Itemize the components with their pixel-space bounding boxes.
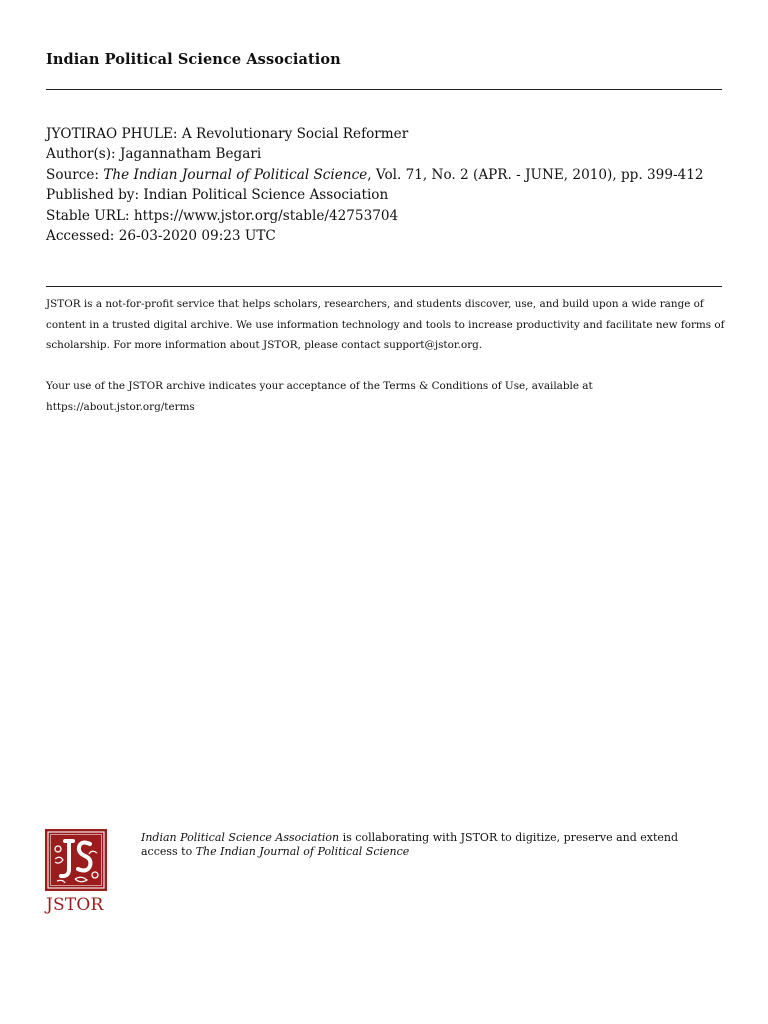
source-label: Source: [46,166,99,183]
article-metadata [46,124,726,246]
notice-paragraph-2: Your use of the JSTOR archive indicates your acceptance of the Terms & Conditions of Use, available at https://about.jstor.org/terms [46,380,593,413]
collab-journal: The Indian Journal of Political Science [195,845,410,858]
jstor-notice [46,294,726,418]
notice-paragraph-1: JSTOR is a not-for-profit service that helps scholars, researchers, and students discover, use, and build upon a wide range of content in a trusted digital archive. We use information technology and tools to increase productivity and facilitate new forms of scholarship. For more information about JSTOR, please contact support@jstor.org. [46,298,725,352]
accessed-line [46,226,726,246]
middle-divider [46,286,722,287]
journal-name: The Indian Journal of Political Science [103,166,368,183]
jstor-logo-text: JSTOR [46,895,104,915]
accessed-date: 26-03-2020 09:23 UTC [118,228,276,245]
top-divider [46,89,722,90]
author-line [46,144,726,164]
published-line [46,185,726,205]
published-label: Published by: [46,187,140,204]
article-title: JYOTIRAO PHULE: A Revolutionary Social Reformer [46,126,409,142]
author-name: Jagannatham Begari [119,146,262,163]
collab-organization: Indian Political Science Association [141,831,340,844]
jstor-logo [45,829,109,915]
collab-text: is collaborating with JSTOR to digitize, preserve and extend access to [141,831,679,858]
published-by: Indian Political Science Association [143,187,389,204]
source-line [46,165,726,185]
accessed-label: Accessed: [46,228,115,245]
stable-url-link[interactable]: https://www.jstor.org/stable/42753704 [133,207,399,224]
jstor-seal-icon [45,829,107,891]
source-details: , Vol. 71, No. 2 (APR. - JUNE, 2010), pp. 399-412 [367,166,704,183]
stable-url-label: Stable URL: [46,207,130,224]
collaboration-statement [141,831,701,859]
stable-url-line [46,206,726,226]
publisher-heading: Indian Political Science Association [46,51,341,68]
author-label: Author(s): [46,146,116,163]
